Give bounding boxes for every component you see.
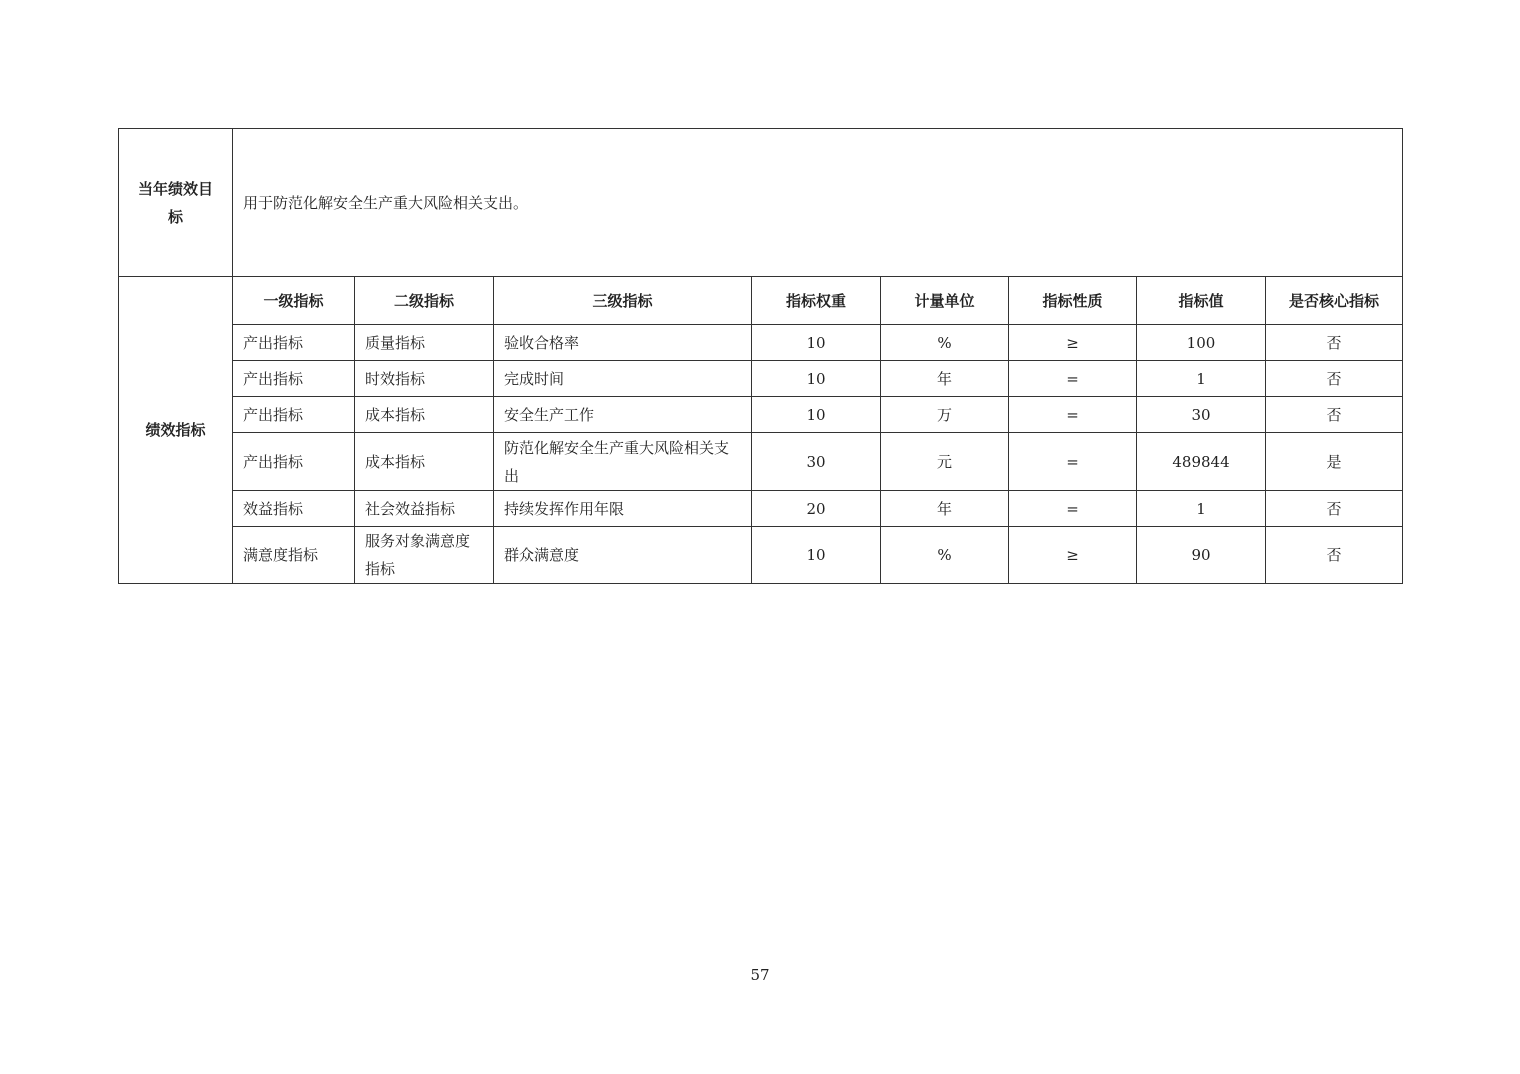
header-nature: 指标性质	[1009, 277, 1137, 325]
header-weight: 指标权重	[752, 277, 881, 325]
cell-weight: 10	[752, 361, 881, 397]
cell-level2: 时效指标	[355, 361, 494, 397]
cell-core: 否	[1266, 397, 1403, 433]
cell-level3: 持续发挥作用年限	[494, 491, 752, 527]
table-row	[119, 433, 1403, 491]
header-core: 是否核心指标	[1266, 277, 1403, 325]
cell-value: 100	[1137, 325, 1266, 361]
cell-weight: 20	[752, 491, 881, 527]
cell-weight: 30	[752, 433, 881, 491]
cell-core: 是	[1266, 433, 1403, 491]
cell-level2: 质量指标	[355, 325, 494, 361]
cell-nature: =	[1009, 361, 1137, 397]
cell-nature: =	[1009, 433, 1137, 491]
indicators-label: 绩效指标	[119, 277, 233, 584]
cell-unit: %	[881, 527, 1009, 584]
table-row	[119, 491, 1403, 527]
cell-weight: 10	[752, 325, 881, 361]
cell-level2: 成本指标	[355, 397, 494, 433]
cell-weight: 10	[752, 397, 881, 433]
cell-level1: 产出指标	[233, 325, 355, 361]
cell-value: 489844	[1137, 433, 1266, 491]
header-level1: 一级指标	[233, 277, 355, 325]
cell-weight: 10	[752, 527, 881, 584]
performance-table	[118, 128, 1403, 584]
table-row	[119, 325, 1403, 361]
cell-unit: 万	[881, 397, 1009, 433]
cell-level1: 产出指标	[233, 397, 355, 433]
header-level3: 三级指标	[494, 277, 752, 325]
cell-level1: 满意度指标	[233, 527, 355, 584]
header-row	[119, 277, 1403, 325]
cell-level2: 成本指标	[355, 433, 494, 491]
cell-level2: 社会效益指标	[355, 491, 494, 527]
table-row	[119, 527, 1403, 584]
cell-level1: 产出指标	[233, 361, 355, 397]
cell-core: 否	[1266, 325, 1403, 361]
cell-level2: 服务对象满意度指标	[355, 527, 494, 584]
cell-value: 30	[1137, 397, 1266, 433]
cell-nature: =	[1009, 397, 1137, 433]
goal-row	[119, 129, 1403, 277]
goal-text: 用于防范化解安全生产重大风险相关支出。	[233, 129, 1403, 277]
cell-core: 否	[1266, 527, 1403, 584]
header-level2: 二级指标	[355, 277, 494, 325]
cell-nature: ≥	[1009, 527, 1137, 584]
cell-unit: 元	[881, 433, 1009, 491]
cell-value: 1	[1137, 491, 1266, 527]
page-number: 57	[750, 966, 770, 984]
cell-unit: 年	[881, 361, 1009, 397]
table-row	[119, 397, 1403, 433]
cell-level3: 完成时间	[494, 361, 752, 397]
cell-nature: =	[1009, 491, 1137, 527]
cell-level1: 效益指标	[233, 491, 355, 527]
cell-level3: 群众满意度	[494, 527, 752, 584]
cell-level3: 安全生产工作	[494, 397, 752, 433]
header-unit: 计量单位	[881, 277, 1009, 325]
header-value: 指标值	[1137, 277, 1266, 325]
cell-value: 1	[1137, 361, 1266, 397]
cell-value: 90	[1137, 527, 1266, 584]
cell-level1: 产出指标	[233, 433, 355, 491]
goal-label: 当年绩效目标	[119, 129, 233, 277]
cell-nature: ≥	[1009, 325, 1137, 361]
cell-core: 否	[1266, 491, 1403, 527]
table-row	[119, 361, 1403, 397]
cell-unit: 年	[881, 491, 1009, 527]
cell-level3: 验收合格率	[494, 325, 752, 361]
cell-core: 否	[1266, 361, 1403, 397]
cell-level3: 防范化解安全生产重大风险相关支出	[494, 433, 752, 491]
cell-unit: %	[881, 325, 1009, 361]
